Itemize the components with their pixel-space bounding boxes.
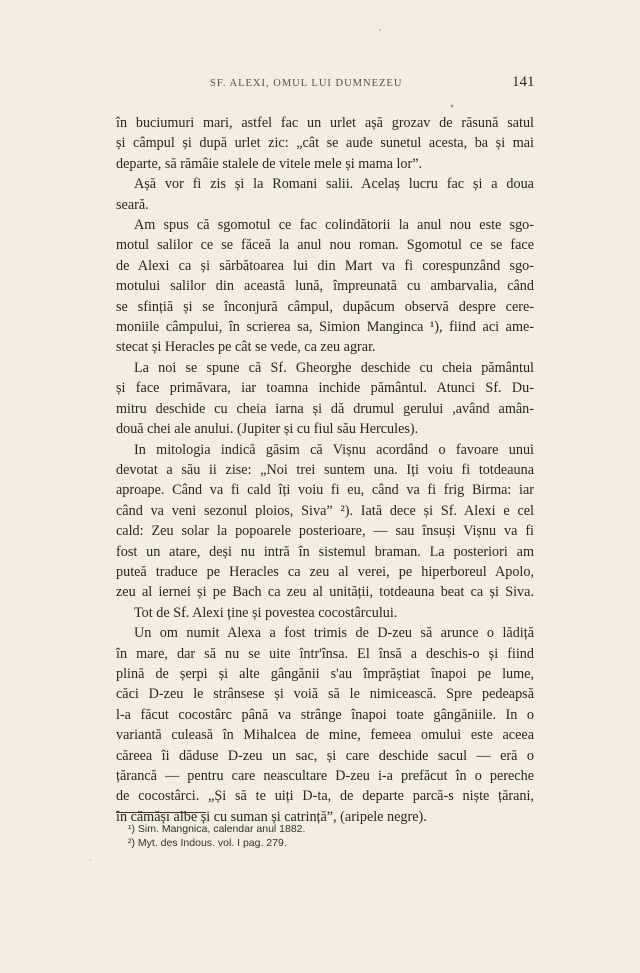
text-line: zeu al iernei și pe Bach ca zeu al unității, totdeauna beat ca și Siva.: [116, 584, 534, 601]
text-line: devotat a său ii zise: „Noi trei suntem una. Iți voiu fi totdeauna: [116, 461, 534, 478]
text-line: se sfințiă și se înconjură câmpul, dupăcum observă despre cere-: [116, 298, 534, 315]
text-line: Am spus că sgomotul ce fac colindătorii la anul nou este sgo-: [134, 217, 534, 234]
text-line: cald: Zeu solar la popoarele posterioare, — sau însuși Vișnu va fi: [116, 523, 534, 540]
text-line: țărancă — pentru care neascultare D-zeu i-a prefăcut în o pereche: [116, 768, 534, 784]
running-head: SF. ALEXI, OMUL LUI DUMNEZEU: [210, 78, 403, 89]
text-line: La noi se spune că Sf. Gheorghe deschide cu cheia pământul: [134, 359, 534, 376]
text-line: căreea îi dăduse D-zeu un sac, și care deschide sacul — eră o: [116, 747, 534, 764]
page-number: 141: [512, 74, 535, 90]
text-line: și face primăvara, iar toamna inchide pământul. Atunci Sf. Du-: [116, 380, 534, 397]
text-line: de cocostârci. „Și să te uiți D-ta, de departe parcă-s niște țărani,: [116, 788, 534, 805]
text-line: moniile câmpului, în scrierea sa, Simion Manginca ¹), fiind aci ame-: [116, 319, 534, 336]
text-line: seară.: [116, 196, 149, 213]
text-line: Tot de Sf. Alexi ține și povestea cocostârcului.: [134, 604, 398, 621]
text-line: stecat și Heracles pe cât se vede, ca zeu agrar.: [116, 339, 376, 356]
text-line: căci D-zeu le strânsese și voiă să le nimicească. Spre pedeapsă: [116, 686, 534, 703]
text-line: de Alexi ca și sărbătoarea lui din Mart va fi corespunzând sgo-: [116, 257, 534, 274]
text-line: variantă culeasă în Mihalcea de mine, femeea omului este aceea: [116, 727, 534, 744]
text-line: două chei ale anului. (Jupiter și cu fiul său Hercules).: [116, 421, 419, 438]
text-line: puteă traduce pe Heracles ca zeu al verei, pe hiperboreul Apolo,: [116, 563, 534, 580]
text-line: Un om numit Alexa a fost trimis de D-zeu să arunce o lădiță: [134, 625, 534, 642]
text-line: în cămăși albe și cu suman și catrință”, (aripele negre).: [116, 808, 427, 825]
text-line: în mare, dar să nu se uite într'însa. El însă a deschis-o și fiind: [116, 645, 534, 662]
text-line: fost un atare, deși nu intră în sistemul braman. La posteriori am: [116, 543, 534, 560]
text-line: plină de șerpi și alte gângănii s'au împrăștiat înapoi pe lume,: [116, 665, 534, 682]
text-line: Așă vor fi zis și la Romani salii. Acelaș lucru fac și a doua: [134, 176, 534, 193]
text-line: In mitologia indică găsim că Vișnu acordând o favoare unui: [134, 441, 534, 458]
text-line: și câmpul și după urlet zic: „cât se aude sunetul acesta, ba și mai: [116, 135, 534, 152]
text-line: motul salilor ce se făceă la anul nou roman. Sgomotul ce se face: [116, 237, 534, 254]
text-line: când va veni sezonul ploios, Siva” ²). Iată dece și Sf. Alexi e cel: [116, 502, 534, 519]
text-line: mitru deschide cu cheia iarna și dă drumul gerului ,având amân-: [116, 400, 534, 417]
footnote-2: ²) Myt. des Indous. vol. I pag. 279.: [128, 837, 287, 849]
text-line: în buciumuri mari, astfel fac un urlet așă grozav de răsună satul: [116, 115, 534, 131]
text-line: motului salilor din această lună, împreunată cu ambarvalia, când: [116, 278, 534, 295]
text-line: departe, să rămâie stalele de vitele mele și mama lor”.: [116, 155, 423, 172]
text-line: l-a făcut cocostârc până va strânge înapoi toate gângăniile. In o: [116, 706, 534, 723]
footnote-1: ¹) Sim. Mangnica, calendar anul 1882.: [128, 823, 306, 835]
text-line: aproape. Când va fi cald îți voiu fi eu, când va fi frig Birma: iar: [116, 482, 534, 499]
